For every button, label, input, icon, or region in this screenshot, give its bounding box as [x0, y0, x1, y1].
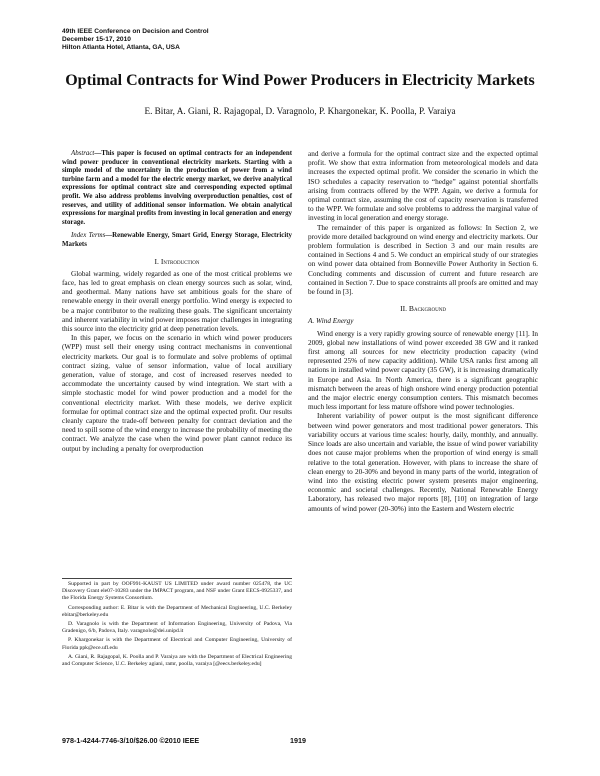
- paper-authors: E. Bitar, A. Giani, R. Rajagopal, D. Varagnolo, P. Khargonekar, K. Poolla, P. Varaiya: [144, 106, 456, 116]
- left-column: [62, 150, 292, 454]
- wind-paragraph-1: Wind energy is a very rapidly growing source of renewable energy [11]. In 2009, global new installations of wind power exceeded 38 GW and it ranked first among all sources for new electricity production capacity (wind represented 25% of new capacity addition). While USA ranks first among all nations in installed wind power capacity (35 GW), it is increasing dramatically in Europe and Asia. In North America, there is a significant geographic mismatch between the areas of high onshore wind energy production potential and the major electric energy consumption centers. This mismatch becomes much less important for less mature offshore wind power technologies.: [308, 329, 538, 412]
- section-background-heading: II. Background: [400, 304, 446, 314]
- conference-header: [62, 28, 209, 52]
- paper-title: Optimal Contracts for Wind Power Producers in Electricity Markets: [65, 72, 535, 89]
- wind-paragraph-2: Inherent variability of power output is the most significant difference between wind power generators and most traditional power generators. This variability occurs at various time scales: hourly, daily, monthly, and annually. Since loads are also uncertain and variable, the issue of wind power variability does not cause major problems when the proportion of wind energy is small relative to the total generation. However, with plans to increase the share of clean energy to 20-30% and beyond in many parts of the world, integration of wind into the existing electric power system presents major engineering, economic and societal challenges. Recently, National Renewable Energy Laboratory, has released two major reports [8], [10] on integration of large amounts of wind power (20-30%) into the Eastern and Western electric: [308, 412, 538, 513]
- right-paragraph-2: The remainder of this paper is organized as follows: In Section 2, we provide more detailed background on wind energy and electricity markets. Our problem formulation is described in Section 3 and our main results are contained in Sections 4 and 5. We conduct an empirical study of our strategies on wind power data obtained from Bonneville Power Authority in Section 6. Concluding comments and discussion of current and future research are contained in Section 7. Due to space constraints all proofs are omitted and may be found in [3].: [308, 223, 538, 297]
- footnote-khargonekar: P. Khargonekar is with the Department of Electrical and Computer Engineering, University of Florida ppk@ece.ufl.edu: [62, 637, 292, 651]
- page-number: 1919: [290, 736, 306, 745]
- subsection-wind-energy-heading: A. Wind Energy: [308, 317, 354, 326]
- right-column: [308, 150, 538, 514]
- abstract-text: —This paper is focused on optimal contracts for an independent wind power producer in conventional electricity markets. Starting with a simple model of the uncertainty in the production of power from a wind turbine farm and a model for the electric energy market, we derive analytical expressions for optimal contract size and corresponding expected optimal profit. We also address problems involving overproduction penalties, cost of reserves, and utility of additional sensor information. We obtain analytical expressions for marginal profits from investing in local generation and energy storage.: [62, 150, 292, 226]
- footnote-berkeley: A. Giani, R. Rajagopal, K. Poolla and P. Varaiya are with the Department of Electrical Engineering and Computer Science, U.C. Berkeley agiani, ramr, poolla, varaiya [@eecs.berkeley.edu]: [62, 653, 292, 668]
- index-terms-label: Index Terms: [71, 232, 106, 240]
- intro-paragraph-2: In this paper, we focus on the scenario in which wind power producers (WPP) must sell their energy using contract mechanisms in conventional electricity markets. Our goal is to formulate and solve problems of optimal contract sizing, value of sensor information, value of local auxiliary generation, value of storage, and cost of increased reserves needed to accommodate the uncertainty caused by wind integration. We start with a simple stochastic model for wind power production and a model for the conventional electricity market. With these models, we derive explicit formulae for optimal contract size and the optimal expected profit. Our results cleanly capture the trade-off between penalty for contract deviation and the need to spill some of the wind energy to increase the probability of meeting the contract. We analyze the case when the wind power plant cannot reduce its output by including a penalty for overproduction: [62, 334, 292, 453]
- footnote-corresponding: Corresponding author: E. Bitar is with the Department of Mechanical Engineering, U.C. Berkeley ebitar@berkeley.edu: [62, 604, 292, 618]
- index-terms: [62, 232, 292, 249]
- abstract-label: Abstract: [71, 150, 95, 157]
- conference-name: 49th IEEE Conference on Decision and Control: [62, 28, 209, 35]
- footnote-funding: Supported in part by OOF991-KAUST US LIMITED under award number 025478, the UC Discovery Grant ele07-10283 under the IMPACT program, and NSF under Grant EECS-0925337, and the Florida Energy Systems Consortium.: [62, 581, 292, 602]
- footer-isbn: 978-1-4244-7746-3/10/$26.00 ©2010 IEEE: [62, 736, 200, 745]
- abstract: [62, 150, 292, 227]
- right-paragraph-1: and derive a formula for the optimal contract size and the expected optimal profit. We show that extra information from meteorological models and data increases the expected optimal profit. We consider the scenario in which the ISO schedules a capacity reservation to “hedge” against potential shortfalls arising from contracts offered by the WPP. Again, we derive a formula for optimal contract size, assuming the cost of capacity reservation is transferred to the WPP. We formulate and solve problems to address the marginal value of investing in local generation and energy storage.: [308, 150, 538, 223]
- footnotes: [62, 578, 292, 670]
- intro-paragraph-1: Global warming, widely regarded as one of the most critical problems we face, has led to great emphasis on clean energy sources such as solar, wind, and geothermal. Many nations have set ambitious goals for the share of renewable energy in their overall energy portfolio. Wind energy is expected to be a major contributor to the realizing these goals. The significant uncertainty and inherent variability in wind power imposes major challenges in integrating this source into the electricity grid at deep penetration levels.: [62, 269, 292, 333]
- index-terms-text: —Renewable Energy, Smart Grid, Energy Storage, Electricity Markets: [62, 232, 292, 248]
- conference-dates: December 15-17, 2010: [62, 36, 131, 43]
- section-introduction-heading: I. Introduction: [154, 256, 200, 266]
- footnote-varagnolo: D. Varagnolo is with the Department of Information Engineering, University of Padova, Via Gradenigo, 6/b, Padova, Italy. varagnolo@dei.unipd.it: [62, 621, 292, 635]
- conference-venue: Hilton Atlanta Hotel, Atlanta, GA, USA: [62, 44, 180, 51]
